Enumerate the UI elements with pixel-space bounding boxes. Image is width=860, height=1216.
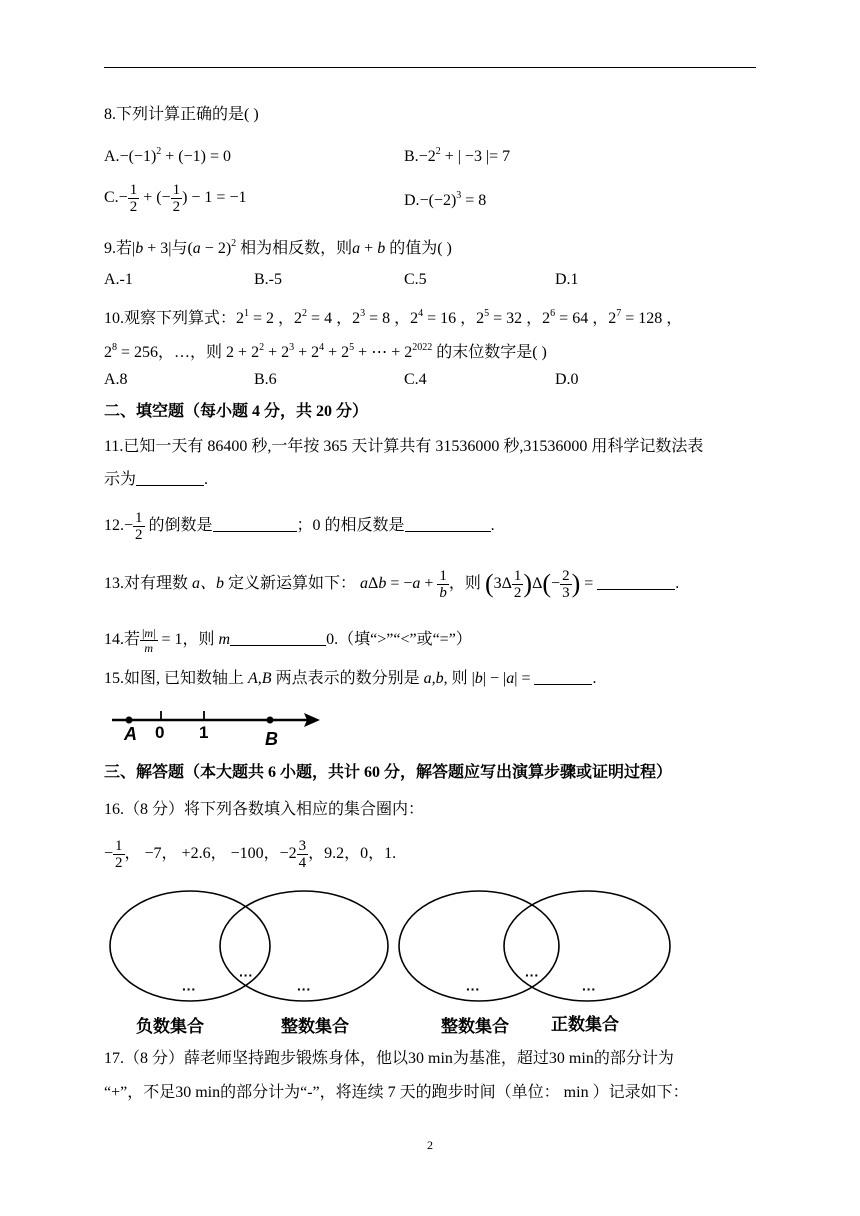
- answer-blank: [597, 573, 675, 590]
- q8-option-a: $A.-(-1)^2 + (-1) = 0$: [104, 146, 231, 165]
- answer-blank: [213, 515, 297, 532]
- venn-dots: ···: [466, 981, 480, 997]
- question-13: 13.对有理数 a、b 定义新运算如下： aΔb = −a + $\frac{1}{b}$ ，则 (3Δ $\frac{1}{2}$ )Δ(− $\frac{2}{3}$ ) = .: [104, 568, 680, 601]
- q9-option-c: C.5: [404, 271, 427, 288]
- question-14: 14.若 $\frac{|m|}{m}$ = 1，则 m 0.（填“>”“<”或“=”）: [104, 626, 472, 655]
- answer-blank: [136, 469, 204, 486]
- q9-option-a: A.-1: [104, 271, 133, 288]
- question-17-line2: “+”，不足30 min的部分计为“-”，将连续 7 天的跑步时间（单位： min ）记录如下：: [104, 1084, 689, 1101]
- question-17-line1: 17.（8 分）薛老师坚持跑步锻炼身体，他以30 min为基准，超过30 min的部分计为: [104, 1050, 674, 1067]
- venn-dots: ···: [239, 967, 253, 983]
- q10-option-b: B.6: [254, 371, 277, 388]
- number-line-label-zero: 0: [155, 723, 165, 742]
- option-label: C.: [104, 189, 119, 207]
- number-line-figure: [108, 706, 328, 752]
- answer-blank: [405, 515, 491, 532]
- q10-option-a: A.8: [104, 371, 128, 388]
- venn-diagrams: [104, 890, 684, 1040]
- q10-option-d: D.0: [555, 371, 579, 388]
- venn-dots: ···: [525, 967, 539, 983]
- header-rule: [104, 67, 756, 68]
- number-line-label-one: 1: [199, 723, 209, 742]
- venn-dots: ···: [297, 981, 311, 997]
- option-label: A.: [104, 148, 120, 165]
- section-3-title: 三、解答题（本大题共 6 小题，共计 60 分，解答题应写出演算步骤或证明过程）: [104, 764, 673, 781]
- option-label: B.: [404, 148, 419, 165]
- venn-label-integer: 整数集合: [281, 1017, 349, 1036]
- question-8-stem: 8.下列计算正确的是( ): [104, 106, 259, 123]
- venn-dots: ···: [582, 981, 596, 997]
- q10-option-c: C.4: [404, 371, 427, 388]
- q9-option-d: D.1: [555, 271, 579, 288]
- question-10-line2: $2^8 = 256$，…，则 $2 + 2^2 + 2^3 + 2^4 + 2^5$ + ⋯ + $2^{2022}$ 的末位数字是( ): [104, 342, 547, 361]
- question-16-stem: 16.（8 分）将下列各数填入相应的集合圈内：: [104, 801, 425, 818]
- q8-option-d: $D.-(-2)^3 = 8$: [404, 190, 487, 209]
- venn-label-positive: 正数集合: [551, 1015, 619, 1034]
- venn-dots: ···: [182, 981, 196, 997]
- answer-blank: [534, 668, 592, 685]
- section-2-title: 二、填空题（每小题 4 分，共 20 分）: [104, 403, 369, 420]
- question-15: 15.如图, 已知数轴上 A,B 两点表示的数分别是 a,b, 则 |b| − |a| = .: [104, 670, 597, 687]
- number-line-label-b: B: [265, 729, 278, 749]
- q8-option-b: $B.-2^2$ + | −3 |= 7: [404, 146, 511, 165]
- question-16-numbers: − $\frac{1}{2}$ ， −7， +2.6， −100，−2 $\frac{3}{4}$ ，9.2，0，1.: [104, 838, 397, 871]
- page-number: 2: [427, 1138, 433, 1152]
- number-line-label-a: A: [124, 724, 137, 744]
- q9-option-b: B.-5: [254, 271, 282, 288]
- question-11-line2: 示为 .: [104, 471, 209, 488]
- option-label: D.: [404, 192, 420, 209]
- venn-label-negative: 负数集合: [136, 1017, 204, 1036]
- answer-blank: [230, 629, 326, 646]
- q8-option-c: C.− $\frac{1}{2}$ + (− $\frac{1}{2}$ ) − 1 = −1: [104, 182, 247, 215]
- question-9-stem: 9.若|b + 3|与$(a - 2)^2$ 相为相反数，则a + b 的值为( ): [104, 238, 452, 257]
- question-12: 12.− $\frac{1}{2}$ 的倒数是 ；0 的相反数是 .: [104, 510, 495, 543]
- question-11-line1: 11.已知一天有 86400 秒,一年按 365 天计算共有 31536000 秒,31536000 用科学记数法表: [104, 438, 704, 455]
- venn-label-integer: 整数集合: [441, 1017, 509, 1036]
- question-10-line1: 10.观察下列算式：$2^1 = 2$ ，$2^2 = 4$ ，$2^3 = 8$ ，$2^4 = 16$ ，$2^5 = 32$ ，$2^6 = 64$ ，$2^7 = 128$ ，: [104, 308, 683, 327]
